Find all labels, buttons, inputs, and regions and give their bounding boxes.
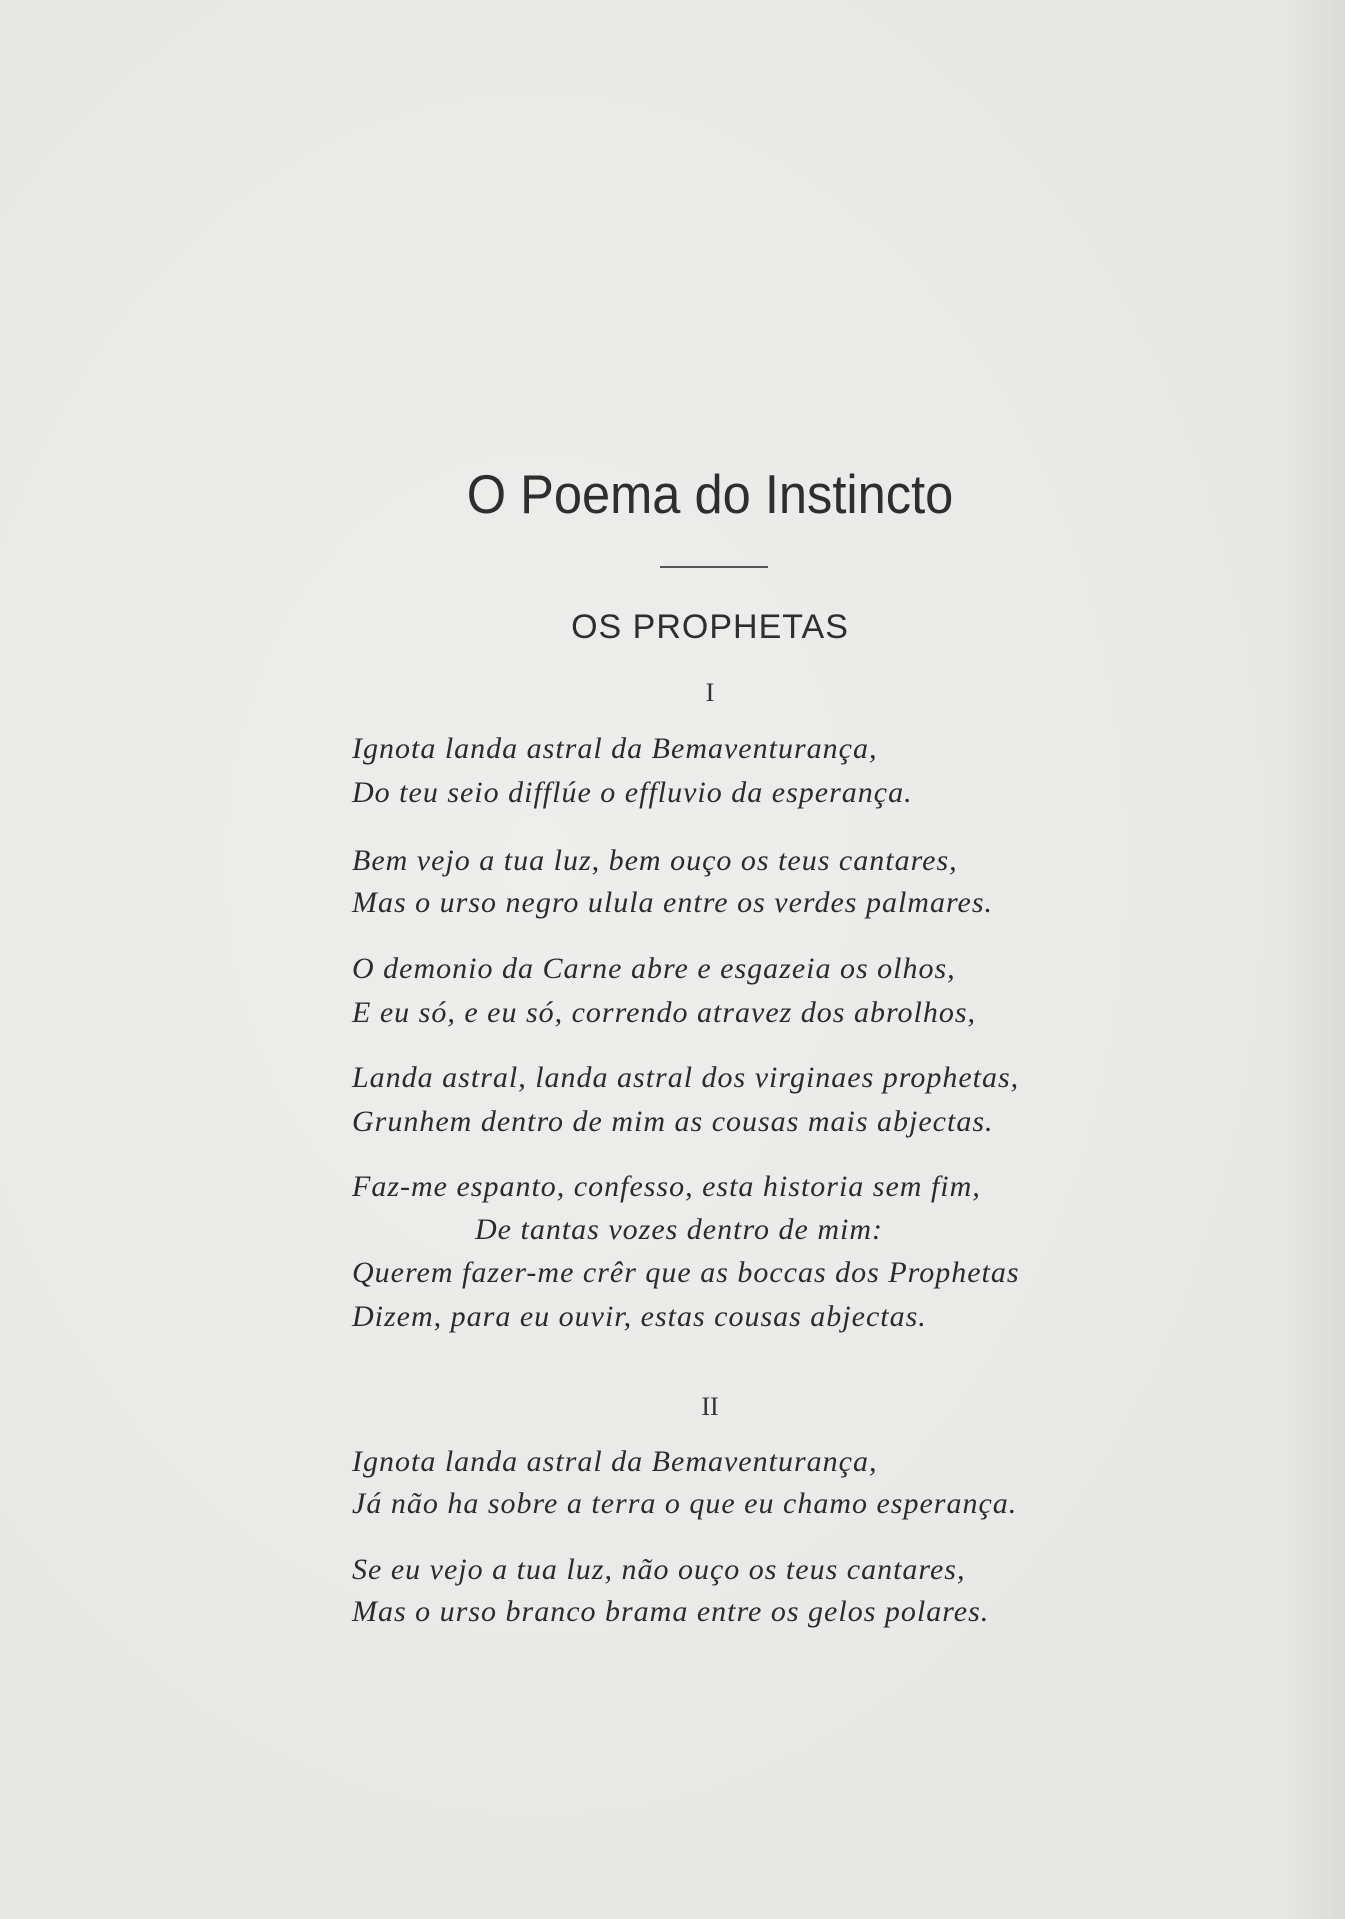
verse-line: O demonio da Carne abre e esgazeia os olhos, xyxy=(352,952,956,985)
poem-subtitle: OS PROPHETAS xyxy=(571,608,849,646)
verse-line: Querem fazer-me crêr que as boccas dos Prophetas xyxy=(352,1256,1020,1289)
poem-title: O Poema do Instincto xyxy=(466,463,954,525)
verse-line: Ignota landa astral da Bemaventurança, xyxy=(352,1445,878,1478)
section-number-2: II xyxy=(701,1392,719,1421)
verse-line: Ignota landa astral da Bemaventurança, xyxy=(352,732,878,765)
verse-line: Faz-me espanto, confesso, esta historia sem fim, xyxy=(352,1170,981,1203)
verse-line: Landa astral, landa astral dos virginaes prophetas, xyxy=(352,1061,1020,1094)
title-divider xyxy=(660,566,768,568)
page-edge-shadow xyxy=(1275,0,1345,1919)
verse-line: Dizem, para eu ouvir, estas cousas abjectas. xyxy=(352,1300,927,1333)
verse-line: Já não ha sobre a terra o que eu chamo esperança. xyxy=(352,1487,1018,1520)
verse-line: Do teu seio difflúe o effluvio da esperança. xyxy=(352,776,913,809)
verse-line: Se eu vejo a tua luz, não ouço os teus cantares, xyxy=(352,1553,966,1586)
verse-line: E eu só, e eu só, correndo atravez dos abrolhos, xyxy=(352,996,977,1029)
verse-line: Grunhem dentro de mim as cousas mais abjectas. xyxy=(352,1105,994,1138)
verse-line: Mas o urso negro ulula entre os verdes palmares. xyxy=(352,886,993,919)
verse-line: De tantas vozes dentro de mim: xyxy=(475,1213,883,1246)
verse-line: Mas o urso branco brama entre os gelos polares. xyxy=(352,1595,990,1628)
section-number-1: I xyxy=(705,678,715,707)
verse-line: Bem vejo a tua luz, bem ouço os teus cantares, xyxy=(352,844,958,877)
